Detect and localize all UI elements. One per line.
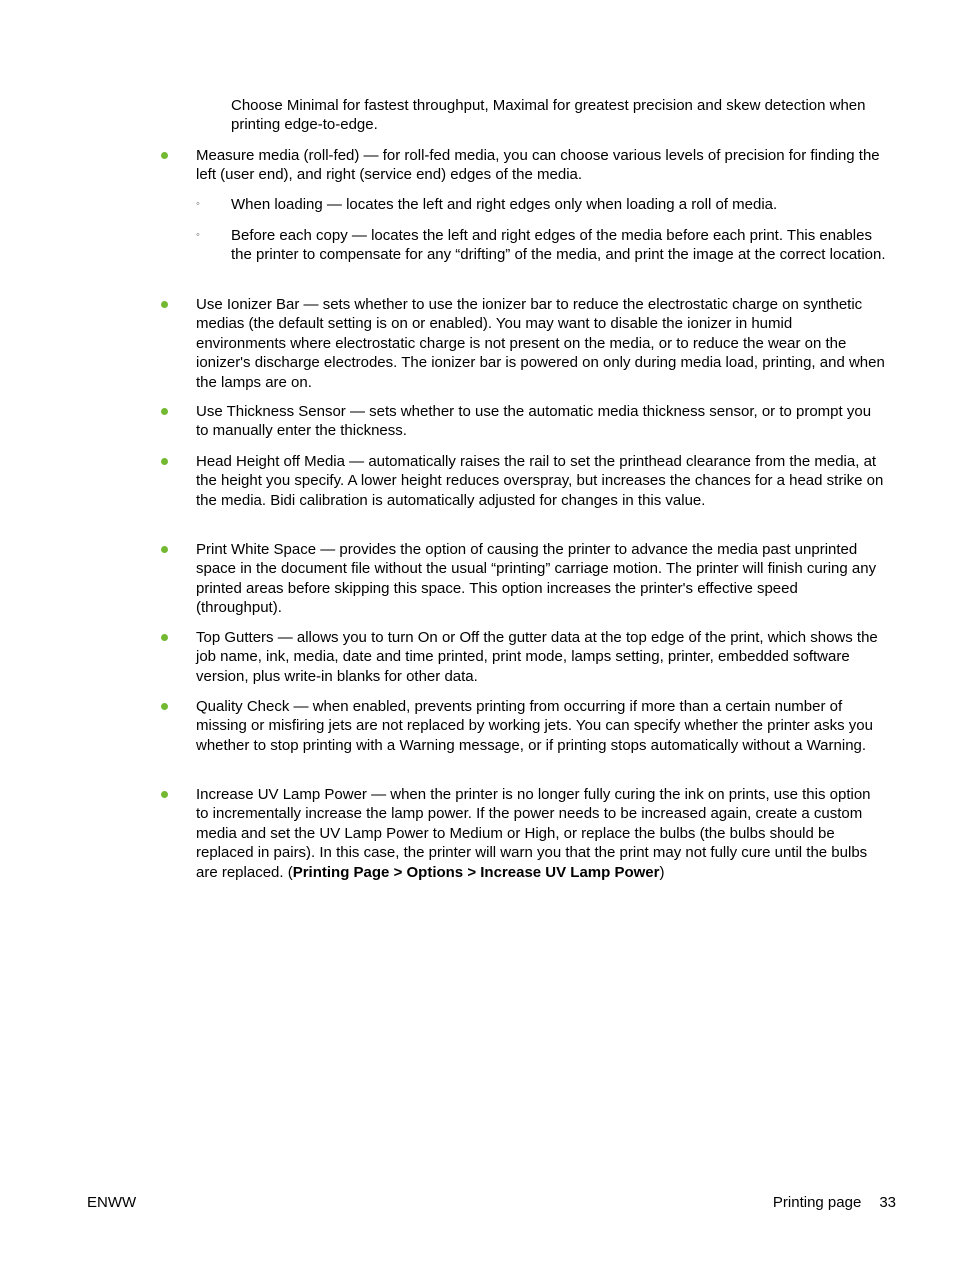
footer-right <box>773 1193 896 1212</box>
bullet-icon <box>161 634 168 641</box>
bullet-icon <box>161 301 168 308</box>
list-item-text: Measure media (roll-fed) — for roll-fed media, you can choose various levels of precision for finding the left (user end), and right (service end) edges of the media. <box>196 147 880 184</box>
list-item-text: Use Thickness Sensor — sets whether to use the automatic media thickness sensor, or to prompt you to manually enter the thickness. <box>196 403 872 440</box>
list-item-ionizer-bar <box>196 295 886 392</box>
page-number: 33 <box>879 1194 896 1211</box>
list-item-text: Quality Check — when enabled, prevents printing from occurring if more than a certain number of missing or misfiring jets are not replaced by working jets. You can specify whether the printer asks you whether to stop printing with a Warning message, or if printing stops automatically without a Warning. <box>196 698 873 754</box>
bullet-icon <box>161 703 168 710</box>
list-item-text-tail: ) <box>659 863 665 881</box>
bullet-icon <box>161 152 168 159</box>
list-item-thickness-sensor <box>196 402 886 441</box>
bullet-icon <box>161 546 168 553</box>
list-item-text: Increase UV Lamp Power — when the printer is no longer fully curing the ink on prints, use this option to incrementally increase the lamp power. If the power needs to be increased again, create a custom media and set the UV Lamp Power to Medium or High, or replace the bulbs (the bulbs should be replaced in pairs). In this case, the printer will warn you that the print may not fully cure until the bulbs are replaced. ( <box>196 786 871 881</box>
circle-bullet-icon: ◦ <box>196 198 200 210</box>
footer-left-label: ENWW <box>87 1194 137 1211</box>
intro-paragraph: Choose Minimal for fastest throughput, Maximal for greatest precision and skew detection when printing edge-to-edge. <box>231 97 866 134</box>
menu-path: Printing Page > Options > Increase UV Lamp Power <box>292 863 660 881</box>
list-item-quality-check <box>196 697 886 755</box>
list-item-head-height <box>196 452 886 510</box>
sub-item-before-each-copy <box>196 226 886 265</box>
list-item-print-white-space <box>196 540 886 618</box>
bullet-icon <box>161 458 168 465</box>
list-item-text: Head Height off Media — automatically raises the rail to set the printhead clearance from the media, at the height you specify. A lower height reduces overspray, but increases the chances for a head strike on the media. Bidi calibration is automatically adjusted for changes in this value. <box>196 453 884 509</box>
footer-section-name: Printing page <box>772 1194 862 1211</box>
bullet-icon <box>161 408 168 415</box>
sub-item-text: Before each copy — locates the left and right edges of the media before each print. This enables the printer to compensate for any “drifting” of the media, and print the image at the correct location. <box>231 227 886 264</box>
bullet-icon <box>161 791 168 798</box>
circle-bullet-icon: ◦ <box>196 229 200 241</box>
sub-item-when-loading <box>196 195 886 214</box>
list-item-text: Use Ionizer Bar — sets whether to use the ionizer bar to reduce the electrostatic charge on synthetic medias (the default setting is on or enabled). You may want to disable the ionizer in humid environments where electrostatic charge is not present on the media, or to reduce the wear on the ionizer's discharge electrodes. The ionizer bar is powered on only during media load, printing, and when the lamps are on. <box>196 296 885 391</box>
sub-item-text: When loading — locates the left and right edges only when loading a roll of media. <box>231 196 778 213</box>
list-item-top-gutters <box>196 628 886 686</box>
list-item-text: Top Gutters — allows you to turn On or Off the gutter data at the top edge of the print, which shows the job name, ink, media, date and time printed, print mode, lamps setting, printer, embedded software version, plus write-in blanks for other data. <box>196 629 878 685</box>
list-item-text: Print White Space — provides the option of causing the printer to advance the media past unprinted space in the document file without the usual “printing” carriage motion. The printer will finish curing any printed areas before skipping this space. This option increases the printer's effective speed (throughput). <box>196 541 877 617</box>
list-item-uv-lamp-power <box>196 785 886 882</box>
list-item-measure-media <box>196 146 886 185</box>
